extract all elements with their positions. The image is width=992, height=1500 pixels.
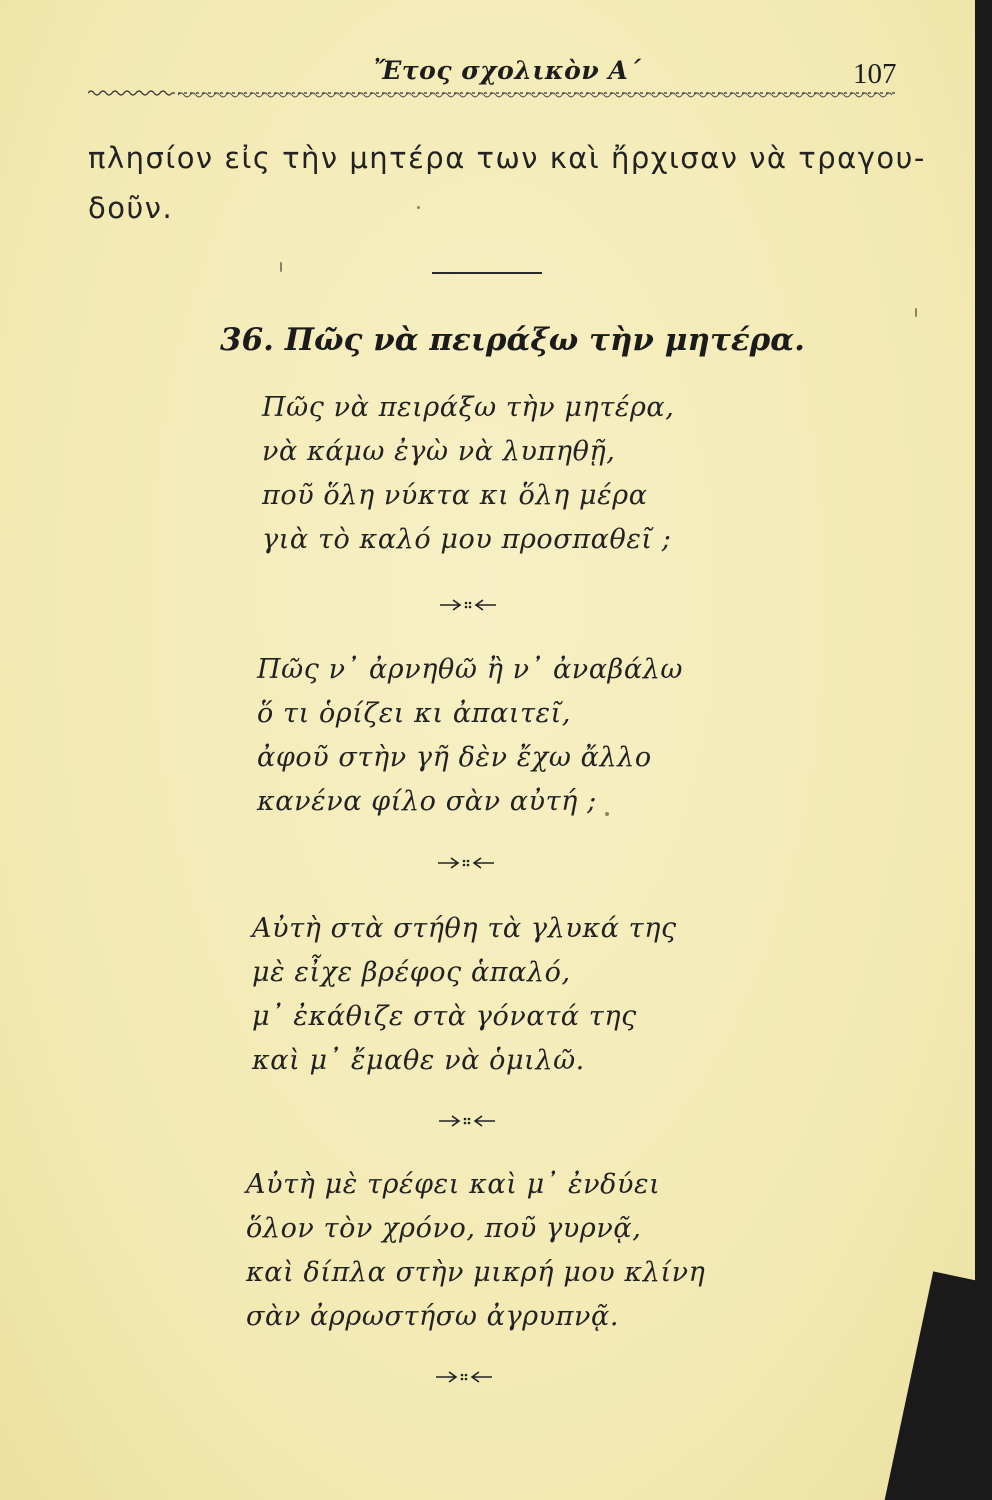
stanza-ornament [434, 1369, 494, 1385]
paper-speck [280, 262, 282, 272]
verse-line: καὶ μ᾿ ἔμαθε νὰ ὁμιλῶ. [252, 1045, 585, 1076]
paper-speck [915, 308, 917, 317]
verse-line: μ᾿ ἐκάθιζε στὰ γόνατά της [252, 1001, 637, 1032]
verse-line: νὰ κάμω ἐγὼ νὰ λυπηθῇ, [262, 436, 616, 467]
wavy-header-rule [88, 87, 898, 99]
section-divider-rule [432, 272, 542, 274]
poem-title: 36. Πῶς νὰ πειράξω τὴν μητέρα. [220, 322, 805, 358]
stanza-4 [246, 1163, 705, 1339]
prose-line: δοῦν. [88, 191, 174, 225]
page-number: 107 [853, 58, 897, 90]
stanza-3 [252, 907, 677, 1083]
verse-line: γιὰ τὸ καλό μου προσπαθεῖ ; [262, 524, 672, 555]
verse-line: μὲ εἶχε βρέφος ἁπαλό, [252, 957, 571, 988]
verse-line: ἀφοῦ στὴν γῆ δὲν ἔχω ἄλλο [257, 742, 652, 773]
verse-line: Αὐτὴ μὲ τρέφει καὶ μ᾿ ἐνδύει [246, 1169, 661, 1200]
stanza-ornament [438, 597, 498, 613]
stanza-ornament [436, 855, 496, 871]
verse-line: κανένα φίλο σὰν αὐτή ; [257, 786, 597, 817]
paper-speck [605, 812, 609, 816]
page-header [0, 52, 975, 92]
verse-line: καὶ δίπλα στὴν μικρή μου κλίνη [246, 1257, 706, 1288]
paper-speck [417, 206, 420, 209]
verse-line: Πῶς ν᾿ ἀρνηθῶ ἢ ν᾿ ἀναβάλω [257, 654, 684, 685]
verse-line: Πῶς νὰ πειράξω τὴν μητέρα, [262, 392, 675, 423]
prose-continuation [88, 133, 926, 233]
prose-line: πλησίον εἰς τὴν μητέρα των καὶ ἤρχισαν νὰ τραγου- [88, 141, 926, 175]
verse-line: ποῦ ὅλη νύκτα κι ὅλη μέρα [262, 480, 648, 511]
verse-line: ὅ τι ὁρίζει κι ἀπαιτεῖ, [257, 698, 572, 729]
stanza-1 [262, 386, 674, 562]
verse-line: σὰν ἀρρωστήσω ἀγρυπνᾷ. [246, 1301, 620, 1332]
verse-line: Αὐτὴ στὰ στήθη τὰ γλυκά της [252, 913, 677, 944]
running-head: Ἔτος σχολικὸν Α΄ [374, 56, 642, 85]
torn-page-corner [879, 1271, 975, 1500]
stanza-2 [257, 648, 683, 824]
verse-line: ὅλον τὸν χρόνο, ποῦ γυρνᾷ, [246, 1213, 642, 1244]
stanza-ornament [437, 1113, 497, 1129]
